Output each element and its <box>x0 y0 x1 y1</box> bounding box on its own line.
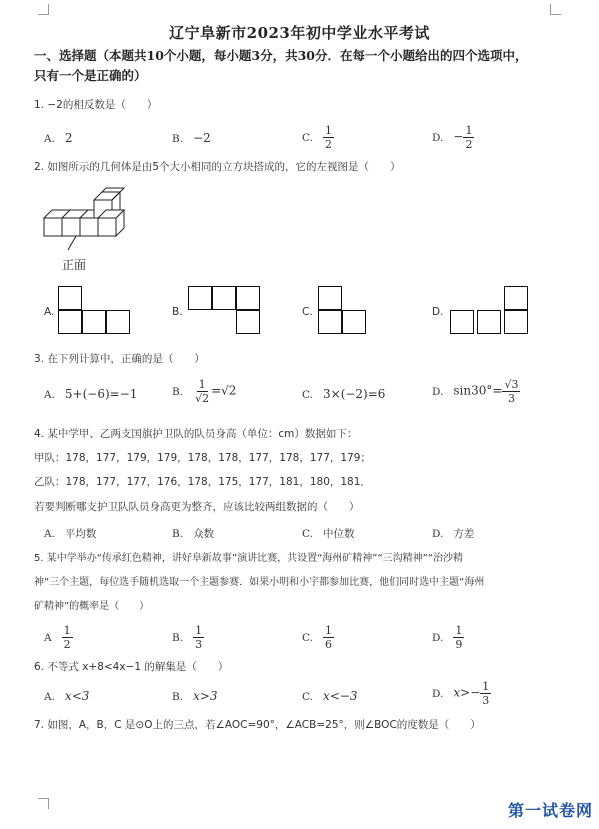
question-3-stem: 3. 在下列计算中，正确的是（ ） <box>34 353 205 365</box>
front-pointer-line <box>68 236 76 250</box>
question-5-line2: 神”三个主题，每位选手随机选取一个主题参赛．如果小明和小宇都参加比赛，他们同时选中主题“海州 <box>34 577 485 588</box>
crop-mark-top-left <box>38 4 49 15</box>
q2-option-c-figure <box>318 286 378 336</box>
q1-option-a: A. 2 <box>44 131 73 145</box>
q2-option-d-figure <box>450 286 530 336</box>
q4-team-a-data: 甲队：178，177，179，179，178，178，177，178，177，179； <box>34 452 371 464</box>
question-5-line1: 5. 某中学举办“传承红色精神，讲好阜新故事”演讲比赛，共设置“海州矿精神”“三沟精神”“治沙精 <box>34 553 463 564</box>
q4-question-line: 若要判断哪支护卫队队员身高更为整齐，应该比较两组数据的（ ） <box>34 501 360 513</box>
q2-option-c-label: C. <box>302 306 313 318</box>
question-2-stem: 2. 如图所示的几何体是由5个大小相同的立方块搭成的，它的左视图是（ ） <box>34 161 401 173</box>
q4-option-d: D. 方差 <box>432 528 475 540</box>
q3-option-c: C. 3×(−2)=6 <box>302 387 386 401</box>
q1-option-b: B. −2 <box>172 131 211 145</box>
q5-option-d: D. $\frac{1}{9}$ <box>432 624 463 651</box>
q2-option-b-label: B. <box>172 306 183 318</box>
q6-option-b: B. x>3 <box>172 689 218 703</box>
question-1-stem: 1. −2的相反数是（ ） <box>34 99 158 111</box>
q5-option-b: B. $\frac{1}{3}$ <box>172 624 203 651</box>
q2-option-a-label: A. <box>44 306 55 318</box>
q4-option-b: B. 众数 <box>172 528 215 540</box>
q5-option-a: A $\frac{1}{2}$ <box>44 624 71 651</box>
section-heading <box>34 46 528 86</box>
q4-option-c: C. 中位数 <box>302 528 355 540</box>
cube-solid-figure <box>40 180 140 252</box>
q1-option-d: D. − $\frac{1}{2}$ <box>432 124 473 151</box>
page-title: 辽宁阜新市2023年初中学业水平考试 <box>169 24 430 42</box>
q6-option-a: A. x<3 <box>44 689 90 703</box>
question-6-stem: 6. 不等式 x+8<4x−1 的解集是（ ） <box>34 661 229 673</box>
q2-option-b-figure <box>188 286 268 336</box>
q1-option-c: C. $\frac{1}{2}$ <box>302 124 332 151</box>
q4-team-b-data: 乙队：178，177，177，176，178，175，177，181，180，181． <box>34 476 371 488</box>
crop-mark-top-right <box>550 4 561 15</box>
question-7-stem: 7. 如图，A，B，C 是⊙O上的三点，若∠AOC=90°，∠ACB=25°，则∠BOC的度数是（ ） <box>34 719 481 731</box>
q3-option-a: A. 5+(−6)=−1 <box>44 387 138 401</box>
question-4-stem: 4. 某中学甲、乙两支国旗护卫队的队员身高（单位：cm）数据如下： <box>34 428 358 440</box>
section-heading-line1: 一、选择题（本题共10个小题，每小题3分，共30分．在每一个小题给出的四个选项中， <box>34 48 528 63</box>
q2-option-a-figure <box>58 286 138 336</box>
q4-option-a: A. 平均数 <box>44 528 97 540</box>
q2-option-d-label: D. <box>432 306 444 318</box>
q6-option-c: C. x<−3 <box>302 689 358 703</box>
footer-logo: 第一试卷网 <box>507 801 593 820</box>
q3-option-b: B. $\frac{1}{√2}$ =√2 <box>172 378 237 405</box>
crop-mark-bottom-left <box>38 798 49 809</box>
q6-option-d: D. x>− $\frac{1}{3}$ <box>432 680 490 707</box>
front-view-label: 正面 <box>62 258 87 272</box>
section-heading-line2: 只有一个是正确的） <box>34 68 147 83</box>
q5-option-c: C. $\frac{1}{6}$ <box>302 624 332 651</box>
q3-option-d: D. sin30°= $\frac{√3}{3}$ <box>432 378 519 405</box>
question-5-line3: 矿精神”的概率是（ ） <box>34 601 150 612</box>
